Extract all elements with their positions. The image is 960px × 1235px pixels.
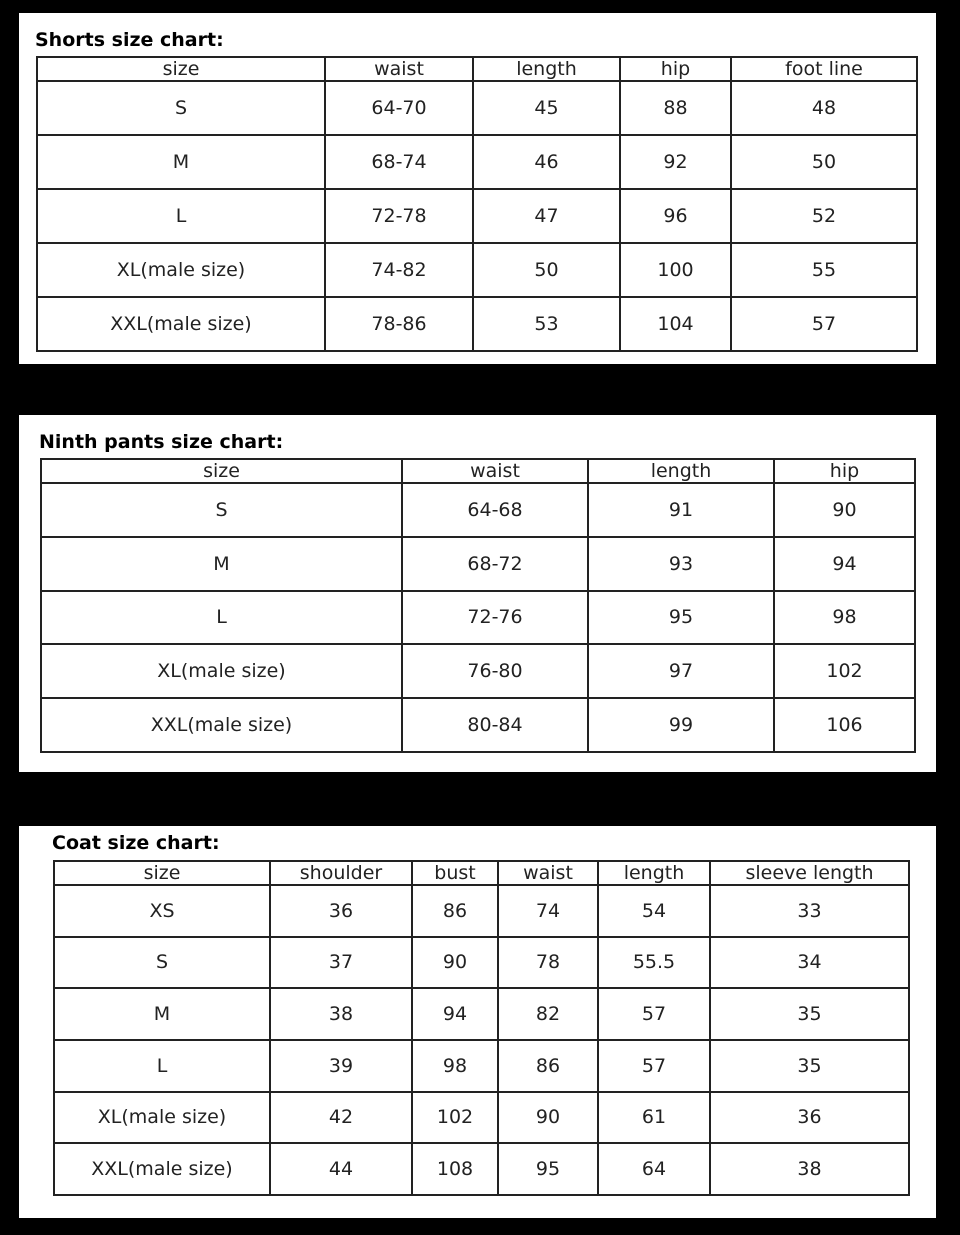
size-cell: XL(male size) (41, 644, 402, 698)
column-header-hip: hip (620, 57, 731, 81)
size-cell: XL(male size) (54, 1092, 270, 1144)
table-row (41, 483, 915, 537)
length-cell: 91 (588, 483, 774, 537)
column-header-waist: waist (402, 459, 588, 483)
length-cell: 61 (598, 1092, 710, 1144)
column-header-length: length (588, 459, 774, 483)
waist-cell: 95 (498, 1143, 598, 1195)
waist-cell: 74-82 (325, 243, 473, 297)
hip-cell: 88 (620, 81, 731, 135)
table-row (54, 937, 909, 989)
size-cell: XXL(male size) (41, 698, 402, 752)
bust-cell: 90 (412, 937, 498, 989)
bust-cell: 102 (412, 1092, 498, 1144)
sleeve-length-cell: 36 (710, 1092, 909, 1144)
length-cell: 64 (598, 1143, 710, 1195)
table-row (41, 644, 915, 698)
column-header-length: length (473, 57, 620, 81)
length-cell: 53 (473, 297, 620, 351)
length-cell: 50 (473, 243, 620, 297)
column-header-waist: waist (325, 57, 473, 81)
length-cell: 97 (588, 644, 774, 698)
length-cell: 45 (473, 81, 620, 135)
table-row (54, 1092, 909, 1144)
length-cell: 54 (598, 885, 710, 937)
header-row (54, 861, 909, 885)
length-cell: 99 (588, 698, 774, 752)
size-cell: XL(male size) (37, 243, 325, 297)
table-row (54, 1143, 909, 1195)
shoulder-cell: 42 (270, 1092, 412, 1144)
pants-chart-title: Ninth pants size chart: (39, 431, 284, 453)
length-cell: 57 (598, 988, 710, 1040)
bust-cell: 94 (412, 988, 498, 1040)
size-cell: S (41, 483, 402, 537)
hip-cell: 94 (774, 537, 915, 591)
bust-cell: 108 (412, 1143, 498, 1195)
waist-cell: 72-76 (402, 591, 588, 645)
header-row (41, 459, 915, 483)
size-cell: M (41, 537, 402, 591)
length-cell: 95 (588, 591, 774, 645)
size-cell: L (54, 1040, 270, 1092)
waist-cell: 72-78 (325, 189, 473, 243)
sleeve-length-cell: 35 (710, 988, 909, 1040)
hip-cell: 102 (774, 644, 915, 698)
size-cell: S (37, 81, 325, 135)
table-row (41, 698, 915, 752)
size-cell: L (37, 189, 325, 243)
foot-line-cell: 55 (731, 243, 917, 297)
table-row (41, 591, 915, 645)
header-row (37, 57, 917, 81)
table-row (54, 1040, 909, 1092)
table-row (37, 81, 917, 135)
hip-cell: 98 (774, 591, 915, 645)
column-header-foot-line: foot line (731, 57, 917, 81)
size-cell: XXL(male size) (37, 297, 325, 351)
shorts-size-table (36, 56, 918, 352)
waist-cell: 76-80 (402, 644, 588, 698)
waist-cell: 80-84 (402, 698, 588, 752)
hip-cell: 96 (620, 189, 731, 243)
bust-cell: 98 (412, 1040, 498, 1092)
column-header-hip: hip (774, 459, 915, 483)
foot-line-cell: 52 (731, 189, 917, 243)
waist-cell: 64-70 (325, 81, 473, 135)
waist-cell: 78-86 (325, 297, 473, 351)
shorts-size-chart-panel (19, 13, 936, 364)
shoulder-cell: 38 (270, 988, 412, 1040)
waist-cell: 74 (498, 885, 598, 937)
length-cell: 93 (588, 537, 774, 591)
waist-cell: 90 (498, 1092, 598, 1144)
size-cell: XXL(male size) (54, 1143, 270, 1195)
waist-cell: 64-68 (402, 483, 588, 537)
size-cell: M (37, 135, 325, 189)
sleeve-length-cell: 38 (710, 1143, 909, 1195)
hip-cell: 90 (774, 483, 915, 537)
shorts-chart-title: Shorts size chart: (35, 29, 224, 51)
hip-cell: 104 (620, 297, 731, 351)
waist-cell: 86 (498, 1040, 598, 1092)
column-header-sleeve-length: sleeve length (710, 861, 909, 885)
length-cell: 55.5 (598, 937, 710, 989)
length-cell: 46 (473, 135, 620, 189)
column-header-size: size (41, 459, 402, 483)
shoulder-cell: 44 (270, 1143, 412, 1195)
foot-line-cell: 57 (731, 297, 917, 351)
table-row (54, 885, 909, 937)
length-cell: 47 (473, 189, 620, 243)
foot-line-cell: 48 (731, 81, 917, 135)
table-row (37, 243, 917, 297)
coat-size-table (53, 860, 910, 1196)
waist-cell: 82 (498, 988, 598, 1040)
table-row (37, 189, 917, 243)
shoulder-cell: 37 (270, 937, 412, 989)
column-header-waist: waist (498, 861, 598, 885)
length-cell: 57 (598, 1040, 710, 1092)
size-cell: M (54, 988, 270, 1040)
shoulder-cell: 39 (270, 1040, 412, 1092)
shoulder-cell: 36 (270, 885, 412, 937)
waist-cell: 68-72 (402, 537, 588, 591)
sleeve-length-cell: 34 (710, 937, 909, 989)
hip-cell: 106 (774, 698, 915, 752)
pants-size-table (40, 458, 916, 753)
hip-cell: 100 (620, 243, 731, 297)
column-header-bust: bust (412, 861, 498, 885)
bust-cell: 86 (412, 885, 498, 937)
size-cell: XS (54, 885, 270, 937)
table-row (41, 537, 915, 591)
waist-cell: 68-74 (325, 135, 473, 189)
table-row (54, 988, 909, 1040)
size-cell: S (54, 937, 270, 989)
size-cell: L (41, 591, 402, 645)
column-header-shoulder: shoulder (270, 861, 412, 885)
hip-cell: 92 (620, 135, 731, 189)
column-header-size: size (37, 57, 325, 81)
column-header-length: length (598, 861, 710, 885)
column-header-size: size (54, 861, 270, 885)
waist-cell: 78 (498, 937, 598, 989)
sleeve-length-cell: 35 (710, 1040, 909, 1092)
sleeve-length-cell: 33 (710, 885, 909, 937)
table-row (37, 297, 917, 351)
table-row (37, 135, 917, 189)
ninth-pants-size-chart-panel (19, 415, 936, 772)
coat-chart-title: Coat size chart: (52, 832, 220, 854)
coat-size-chart-panel (19, 826, 936, 1218)
foot-line-cell: 50 (731, 135, 917, 189)
